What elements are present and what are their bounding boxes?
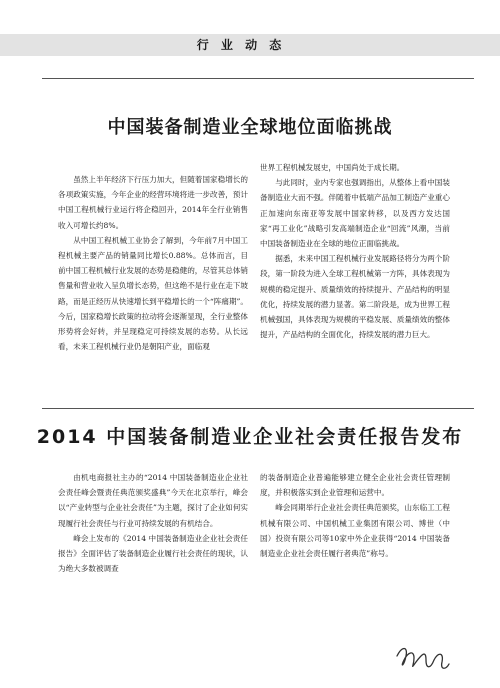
article2-paragraph: 峰会同期举行企业社会责任典范颁奖，山东临工工程机械有限公司、中国机械工业集团有限公司、博世（中国）投资有限公司等10家中外企业获得“2014 中国装备制造业企业社会责任履行者典范”称号。 (260, 503, 450, 559)
article2-paragraph: 峰会上发布的《2014 中国装备制造业企业社会责任报告》全面评估了装备制造企业履行社会责任的现状，认为绝大多数被调查 (58, 533, 248, 574)
article1-right-column (260, 160, 450, 342)
article2-paragraph: 的装备制造企业普遍能够建立健全企业社会责任管理制度，并积极落实到企业管理和运营中。 (260, 473, 450, 498)
article2-left-column (58, 470, 248, 576)
handwritten-signature (394, 640, 452, 674)
article1-paragraph: 据悉，未来中国工程机械行业发展路径将分为两个阶段，第一阶段为进入全球工程机械第一方阵，具体表现为规模的稳定提升、质量绩效的持续提升、产品结构的明显优化，持续发展的潜力显著。第二阶段是，成为世界工程机械强国，具体表现为规模的平稳发展、质量绩效的整体提升，产品结构的全面优化，持续发展的潜力巨大。 (260, 254, 450, 340)
article2-right-column (260, 470, 450, 561)
article1-paragraph: 与此同时，业内专家也强调指出，从整体上看中国装备制造业大而不强。伴随着中低端产品加工制造产业重心正加速向东南亚等发展中国家转移，以及西方发达国家“再工业化”战略引发高端制造企业“回流”风潮，当前中国装备制造业在全球的地位正面临挑战。 (260, 178, 450, 249)
top-divider (42, 78, 474, 79)
article1-paragraph: 从中国工程机械工业协会了解到，今年前7月中国工程机械主要产品的销量同比增长0.88%。总体而言，目前中国工程机械行业发展的态势是稳健的，尽管其总体销售量和营业收入呈负增长态势，但这绝不是行业在走下坡路，而是正经历从快速增长到平稳增长的一个“阵痛期”。今后，国家稳增长政策的拉动将会逐渐显现，全行业整体形势将会好转，并呈现稳定可持续发展的态势。从长远看，未来工程机械行业仍是朝阳产业，面临观 (58, 235, 249, 352)
article1-paragraph: 世界工程机械发展史，中国尚处于成长期。 (260, 163, 405, 172)
article2-title: 2014 中国装备制造业企业社会责任报告发布 (36, 426, 464, 448)
article2-paragraph: 由机电商报社主办的“2014 中国装备制造业企业社会责任峰会暨责任典范颁奖盛典”今天在北京举行，峰会以“产业转型与企业社会责任”为主题，探讨了企业如何实现履行社会责任与行业可持续发展的有机结合。 (58, 473, 249, 528)
section-divider (42, 408, 474, 409)
section-label: 行 业 动 态 (196, 38, 286, 52)
article1-left-column (58, 172, 248, 354)
article1-paragraph: 虽然上半年经济下行压力加大，但随着国家稳增长的各项政策实施，今年企业的经营环境将进一步改善，预计中国工程机械行业运行将企稳回升，2014年全行业销售收入可增长约8%。 (58, 175, 248, 230)
article1-title: 中国装备制造业全球地位面临挑战 (107, 117, 393, 138)
